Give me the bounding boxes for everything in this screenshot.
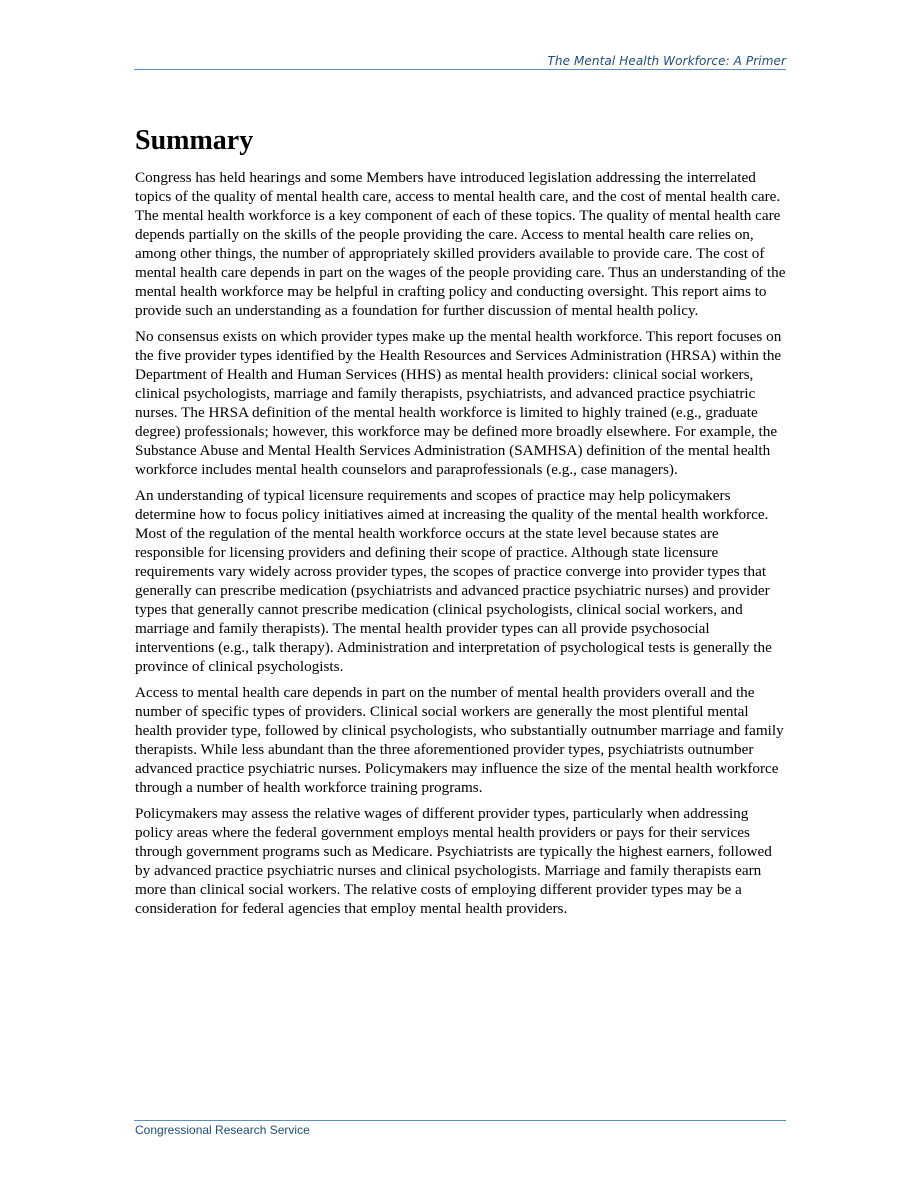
body-paragraph: Policymakers may assess the relative wages of different provider types, particularly when addressing policy areas where the federal government employs mental health providers or pays for their services through government programs such as Medicare. Psychiatrists are typically the highest earners, followed by advanced practice psychiatric nurses and clinical psychologists. Marriage and family therapists earn more than clinical social workers. The relative costs of employing different provider types may be a consideration for federal agencies that employ mental health providers. xyxy=(135,805,772,917)
main-content xyxy=(135,124,787,925)
body-paragraph: An understanding of typical licensure requirements and scopes of practice may help policymakers determine how to focus policy initiatives aimed at increasing the quality of the mental health workforce. Most of the regulation of the mental health workforce occurs at the state level because states are responsible for licensing providers and defining their scope of practice. Although state licensure requirements vary widely across provider types, the scopes of practice converge into provider types that generally can prescribe medication (psychiatrists and advanced practice psychiatric nurses) and provider types that generally cannot prescribe medication (clinical psychologists, clinical social workers, and marriage and family therapists). The mental health provider types can all provide psychosocial interventions (e.g., talk therapy). Administration and interpretation of psychological tests is generally the province of clinical psychologists. xyxy=(135,487,772,675)
body-paragraph: Congress has held hearings and some Members have introduced legislation addressing the interrelated topics of the quality of mental health care, access to mental health care, and the cost of mental health care. The mental health workforce is a key component of each of these topics. The quality of mental health care depends partially on the skills of the people providing the care. Access to mental health care relies on, among other things, the number of appropriately skilled providers available to provide care. The cost of mental health care depends in part on the wages of the people providing care. Thus an understanding of the mental health workforce may be helpful in crafting policy and conducting oversight. This report aims to provide such an understanding as a foundation for further discussion of mental health policy. xyxy=(135,169,786,319)
running-header-title: The Mental Health Workforce: A Primer xyxy=(547,54,786,68)
body-paragraph: No consensus exists on which provider types make up the mental health workforce. This report focuses on the five provider types identified by the Health Resources and Services Administration (HRSA) within the Department of Health and Human Services (HHS) as mental health providers: clinical social workers, clinical psychologists, marriage and family therapists, psychiatrists, and advanced practice psychiatric nurses. The HRSA definition of the mental health workforce is limited to highly trained (e.g., graduate degree) professionals; however, this workforce may be defined more broadly elsewhere. For example, the Substance Abuse and Mental Health Services Administration (SAMHSA) definition of the mental health workforce includes mental health counselors and paraprofessionals (e.g., case managers). xyxy=(135,328,782,478)
footer-divider xyxy=(134,1120,786,1121)
header-divider xyxy=(134,69,786,70)
footer-organization: Congressional Research Service xyxy=(135,1123,310,1137)
body-paragraph: Access to mental health care depends in part on the number of mental health providers overall and the number of specific types of providers. Clinical social workers are generally the most plentiful mental health provider type, followed by clinical psychologists, who substantially outnumber marriage and family therapists. While less abundant than the three aforementioned provider types, psychiatrists outnumber advanced practice psychiatric nurses. Policymakers may influence the size of the mental health workforce through a number of health workforce training programs. xyxy=(135,684,784,796)
section-heading: Summary xyxy=(135,125,254,156)
